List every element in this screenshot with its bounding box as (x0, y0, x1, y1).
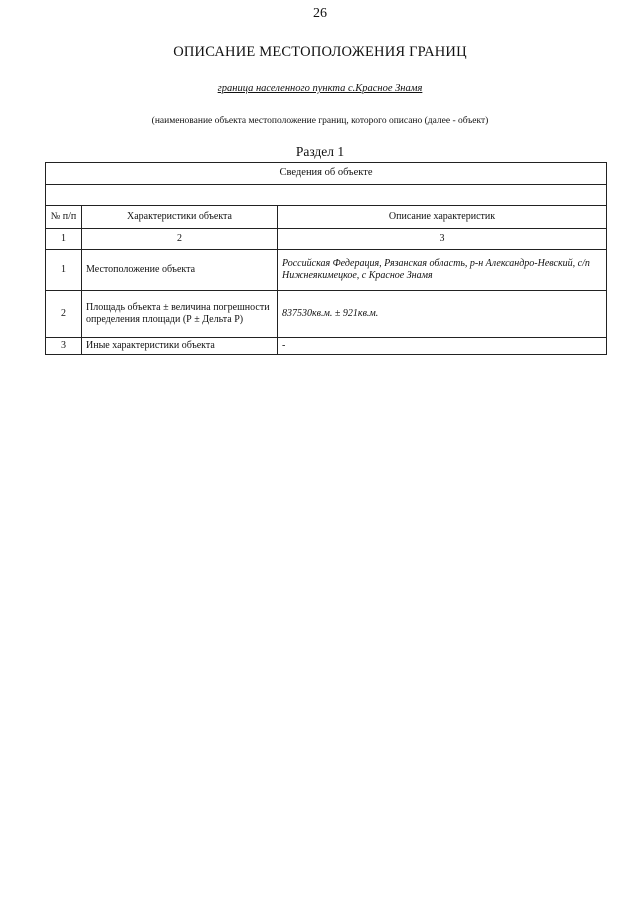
object-name (0, 83, 640, 94)
document-title: ОПИСАНИЕ МЕСТОПОЛОЖЕНИЯ ГРАНИЦ (173, 44, 467, 60)
table-header: Сведения об объекте (46, 163, 607, 185)
row-number: 2 (46, 291, 82, 338)
table-empty-cell (46, 185, 607, 206)
column-number-2: 2 (82, 229, 278, 250)
row-description: - (278, 338, 607, 355)
row-characteristic: Иные характеристики объекта (82, 338, 278, 355)
table-header-row (46, 163, 607, 185)
column-header-characteristic: Характеристики объекта (82, 206, 278, 229)
column-number-3: 3 (278, 229, 607, 250)
object-caption: (наименование объекта местоположение границ, которого описано (далее - объект) (151, 116, 489, 126)
column-header-description: Описание характеристик (278, 206, 607, 229)
object-name-text: граница населенного пункта с.Красное Знамя (217, 83, 423, 94)
table-empty-row (46, 185, 607, 206)
row-characteristic: Площадь объекта ± величина погрешности определения площади (Р ± Дельта Р) (82, 291, 278, 338)
row-number: 1 (46, 250, 82, 291)
table-column-numbers (46, 229, 607, 250)
table-row (46, 250, 607, 291)
row-number: 3 (46, 338, 82, 355)
object-info-table (45, 162, 607, 355)
section-title: Раздел 1 (295, 144, 345, 159)
table-row (46, 291, 607, 338)
table-column-headers (46, 206, 607, 229)
column-header-number: № п/п (46, 206, 82, 229)
page-number: 26 (313, 6, 327, 21)
table-row (46, 338, 607, 355)
row-description: Российская Федерация, Рязанская область, р-н Александро-Невский, с/п Нижнеякимецкое, с Красное Знамя (278, 250, 607, 291)
row-description: 837530кв.м. ± 921кв.м. (278, 291, 607, 338)
column-number-1: 1 (46, 229, 82, 250)
row-characteristic: Местоположение объекта (82, 250, 278, 291)
